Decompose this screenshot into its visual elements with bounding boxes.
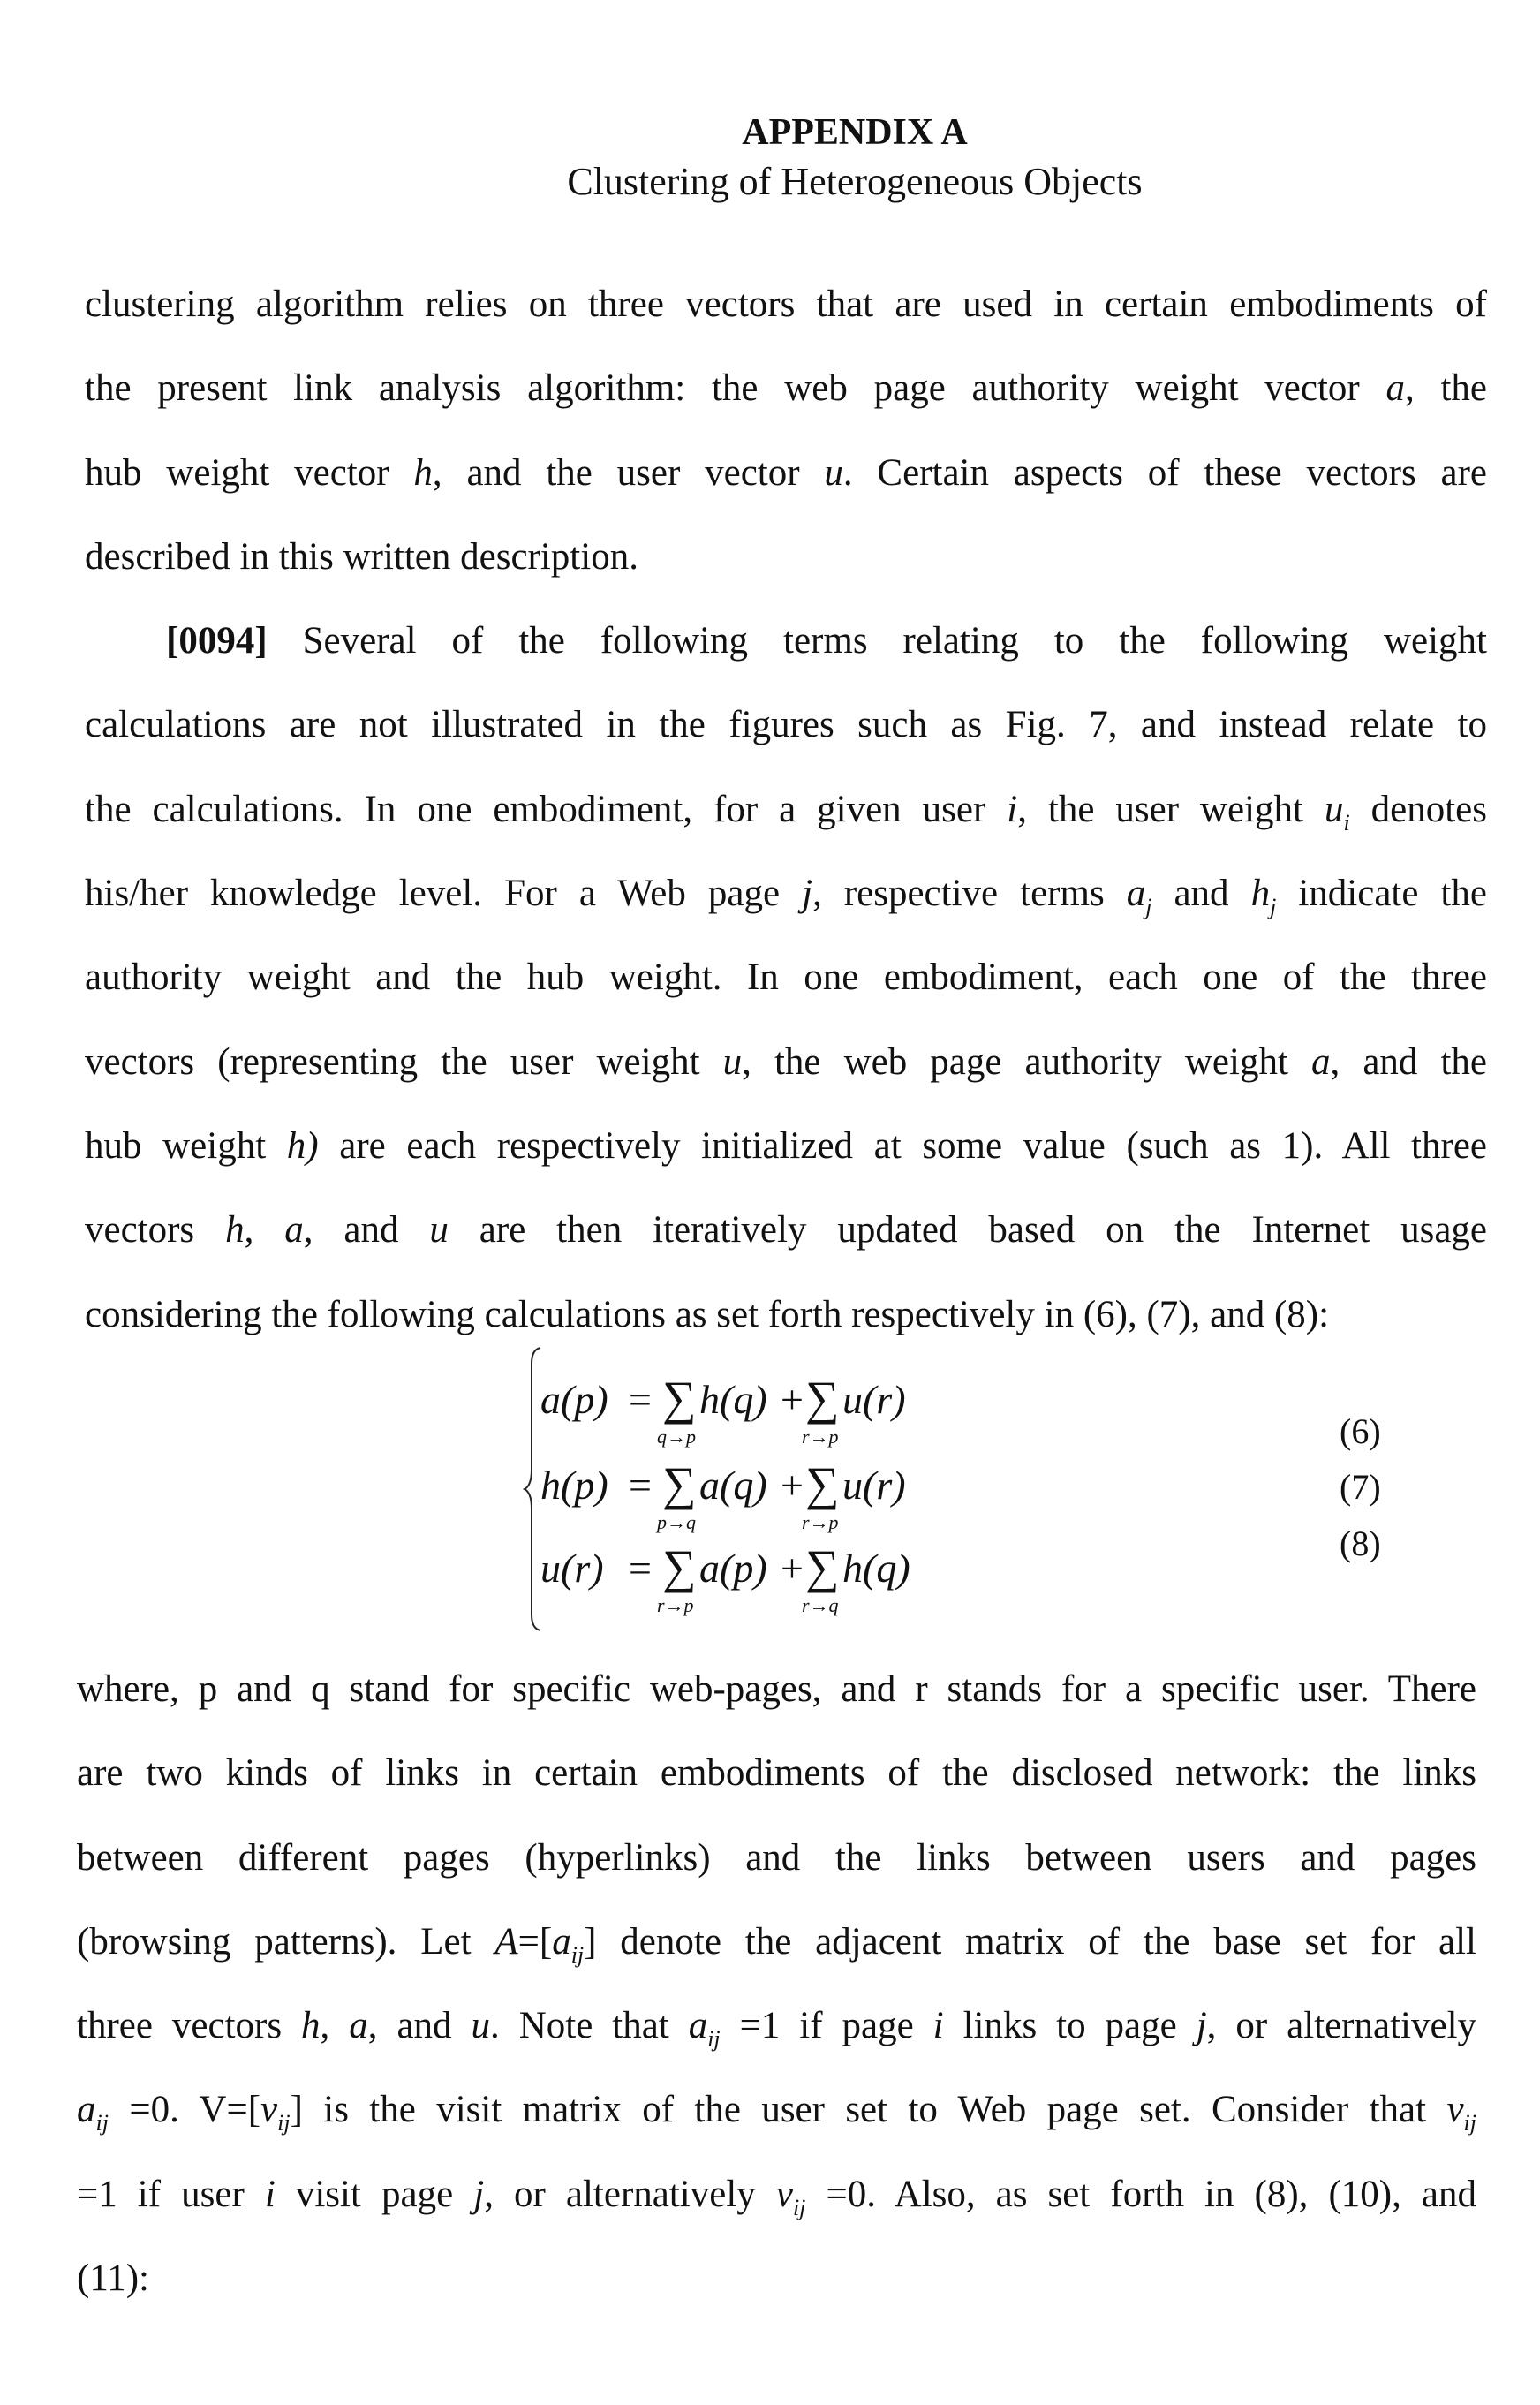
math-symbol: a	[1385, 367, 1405, 409]
text-line	[85, 935, 1487, 1019]
text-run: clustering algorithm relies on three vectors that are used in certain embodiments of	[85, 284, 1487, 325]
equation-plus: +	[781, 1376, 804, 1423]
math-symbol: i	[1343, 810, 1349, 836]
text-run: , or alternatively	[484, 2174, 776, 2215]
text-line	[77, 2152, 1476, 2236]
text-run: =0. Also, as set forth in (8), (10), and	[805, 2174, 1476, 2215]
text-run: ,	[321, 2005, 350, 2046]
math-symbol: h	[225, 1209, 245, 1251]
text-run: hub weight	[85, 1125, 287, 1167]
summation-icon: ∑	[805, 1371, 840, 1426]
text-run: vectors	[85, 1209, 225, 1251]
appendix-title: APPENDIX A	[0, 111, 1540, 154]
math-symbol: u	[472, 2005, 491, 2046]
text-line	[85, 851, 1487, 935]
text-line	[85, 1273, 1487, 1357]
equation-lim2: r→q	[802, 1594, 839, 1617]
equation-t2: u(r)	[842, 1462, 906, 1509]
text-line	[77, 1984, 1476, 2068]
equation-number-7: (7)	[1340, 1466, 1381, 1508]
math-symbol: j	[1270, 894, 1276, 919]
equation-lim2: r→p	[802, 1511, 839, 1534]
text-run: links to page	[944, 2005, 1197, 2046]
summation-icon: ∑	[662, 1539, 697, 1594]
text-run: three vectors	[77, 2005, 301, 2046]
text-run: authority weight and the hub weight. In one embodiment, each one of the three	[85, 957, 1487, 998]
text-line	[85, 1104, 1487, 1188]
math-symbol: i	[1007, 789, 1017, 830]
equation-t1: h(q)	[699, 1376, 767, 1423]
math-symbol: u	[1325, 789, 1344, 830]
text-run: , and the user vector	[433, 452, 824, 494]
text-run: =[	[518, 1921, 553, 1963]
text-line	[77, 1900, 1476, 1984]
math-symbol: u	[824, 452, 843, 494]
text-line	[77, 2236, 1476, 2320]
equation-lim1: r→p	[657, 1594, 694, 1617]
math-symbol: h)	[287, 1125, 319, 1167]
text-run: calculations are not illustrated in the figures such as Fig. 7, and instead relate to	[85, 704, 1487, 745]
equation-eq: =	[629, 1376, 652, 1423]
math-symbol: ij	[96, 2110, 109, 2136]
text-run: , the web page authority weight	[742, 1041, 1311, 1083]
math-symbol: ij	[793, 2195, 805, 2220]
math-symbol: h	[1251, 873, 1271, 914]
math-symbol: v	[1446, 2089, 1463, 2130]
text-run: considering the following calculations as set forth respectively in (6), (7), and (8):	[85, 1294, 1329, 1335]
text-run: Several of the following terms relating to the following weight	[268, 620, 1487, 662]
paragraph-block-1	[85, 262, 1487, 1357]
text-line	[77, 1816, 1476, 1900]
math-symbol: v	[260, 2089, 277, 2130]
appendix-subtitle: Clustering of Heterogeneous Objects	[0, 159, 1540, 204]
math-symbol: a	[349, 2005, 368, 2046]
text-run: =0. V=[	[109, 2089, 260, 2130]
math-symbol: i	[265, 2174, 276, 2215]
text-run: are each respectively initialized at some value (such as 1). All three	[319, 1125, 1487, 1167]
text-run: , respective terms	[812, 873, 1127, 914]
equation-lhs: h(p)	[540, 1462, 608, 1509]
equation-plus: +	[781, 1462, 804, 1509]
text-line	[77, 1647, 1476, 1731]
text-line	[85, 515, 1487, 599]
text-run: =1 if page	[721, 2005, 933, 2046]
summation-icon: ∑	[662, 1371, 697, 1426]
text-run: (11):	[77, 2258, 149, 2299]
math-symbol: j	[802, 873, 812, 914]
text-run: ] is the visit matrix of the user set to Web page set. Consider that	[291, 2089, 1447, 2130]
summation-icon: ∑	[805, 1539, 840, 1594]
math-symbol: ij	[277, 2110, 290, 2136]
equation-plus: +	[781, 1545, 804, 1592]
text-run: described in this written description.	[85, 536, 638, 578]
equation-t2: h(q)	[842, 1545, 910, 1592]
text-line	[85, 262, 1487, 346]
equation-lim1: p→q	[657, 1511, 696, 1534]
equation-lim2: r→p	[802, 1426, 839, 1448]
text-run: and	[1151, 873, 1250, 914]
text-run: , the	[1405, 367, 1487, 409]
text-run: visit page	[276, 2174, 473, 2215]
equation-eq: =	[629, 1462, 652, 1509]
math-symbol: h	[413, 452, 433, 494]
text-line	[85, 599, 1487, 683]
math-symbol: a	[77, 2089, 96, 2130]
text-run: indicate the	[1276, 873, 1487, 914]
math-symbol: A	[494, 1921, 517, 1963]
equation-lim1: q→p	[657, 1426, 696, 1448]
equation-t2: u(r)	[842, 1376, 906, 1423]
text-run: ] denote the adjacent matrix of the base set for all	[584, 1921, 1476, 1963]
text-run: vectors (representing the user weight	[85, 1041, 723, 1083]
text-line	[85, 1188, 1487, 1272]
text-run: . Note that	[490, 2005, 689, 2046]
math-symbol: a	[284, 1209, 304, 1251]
text-line	[85, 683, 1487, 767]
text-run: , and	[368, 2005, 472, 2046]
text-run: . Certain aspects of these vectors are	[843, 452, 1487, 494]
math-symbol: u	[429, 1209, 449, 1251]
math-symbol: u	[723, 1041, 743, 1083]
equation-lhs: u(r)	[540, 1545, 604, 1592]
math-symbol: a	[689, 2005, 708, 2046]
equation-t1: a(p)	[699, 1545, 767, 1592]
text-run: the present link analysis algorithm: the web page authority weight vector	[85, 367, 1385, 409]
text-run: are then iteratively updated based on the Internet usage	[449, 1209, 1487, 1251]
math-symbol: i	[933, 2005, 944, 2046]
text-run: , or alternatively	[1207, 2005, 1476, 2046]
text-run: , and the	[1330, 1041, 1487, 1083]
math-symbol: v	[776, 2174, 793, 2215]
summation-icon: ∑	[805, 1456, 840, 1511]
equation-number-8: (8)	[1340, 1523, 1381, 1564]
text-run: his/her knowledge level. For a Web page	[85, 873, 802, 914]
text-line	[85, 768, 1487, 851]
equation-number-6: (6)	[1340, 1410, 1381, 1452]
text-line	[85, 346, 1487, 430]
text-run: =1 if user	[77, 2174, 265, 2215]
paragraph-number: [0094]	[166, 620, 268, 662]
text-line	[77, 1731, 1476, 1815]
math-symbol: a	[1127, 873, 1146, 914]
math-symbol: ij	[707, 2026, 720, 2052]
math-symbol: j	[473, 2174, 484, 2215]
math-symbol: ij	[1464, 2110, 1476, 2136]
math-symbol: j	[1197, 2005, 1207, 2046]
text-run: the calculations. In one embodiment, for a given user	[85, 789, 1007, 830]
math-symbol: j	[1145, 894, 1151, 919]
equation-lhs: a(p)	[540, 1376, 608, 1423]
paragraph-block-2	[77, 1647, 1476, 2320]
equation-t1: a(q)	[699, 1462, 767, 1509]
summation-icon: ∑	[662, 1456, 697, 1511]
text-run: ,	[245, 1209, 285, 1251]
text-line	[85, 1020, 1487, 1104]
text-line	[85, 431, 1487, 515]
equation-eq: =	[629, 1545, 652, 1592]
math-symbol: h	[301, 2005, 321, 2046]
text-line	[77, 2068, 1476, 2152]
text-run: denotes	[1350, 789, 1487, 830]
math-symbol: a	[1311, 1041, 1331, 1083]
text-run: are two kinds of links in certain embodiments of the disclosed network: the links	[77, 1752, 1476, 1794]
text-run: hub weight vector	[85, 452, 413, 494]
math-symbol: ij	[571, 1942, 584, 1968]
text-run: (browsing patterns). Let	[77, 1921, 494, 1963]
text-run: between different pages (hyperlinks) and the links between users and pages	[77, 1837, 1476, 1879]
math-symbol: a	[552, 1921, 571, 1963]
text-run: , the user weight	[1017, 789, 1325, 830]
text-run: , and	[304, 1209, 430, 1251]
text-run: where, p and q stand for specific web-pages, and r stands for a specific user. There	[77, 1668, 1476, 1710]
